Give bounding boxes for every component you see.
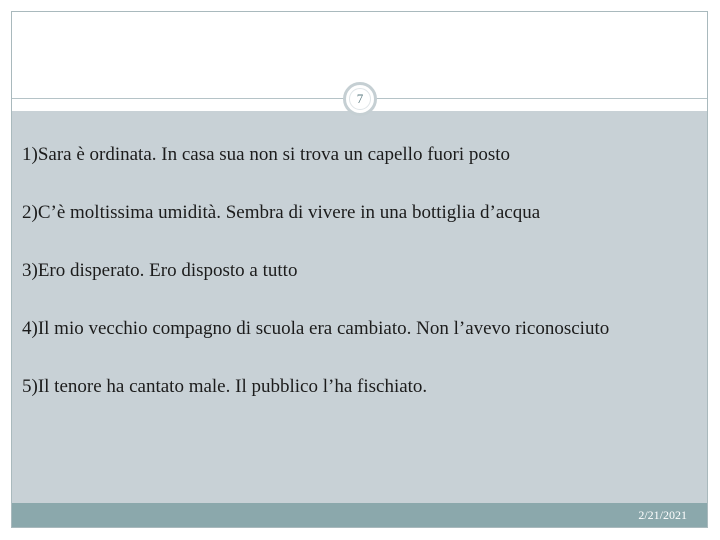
slide-number-badge (343, 82, 377, 116)
sentence-item-5: 5)Il tenore ha cantato male. Il pubblico l’ha fischiato. (22, 376, 428, 397)
sentence-item-3: 3)Ero disperato. Ero disposto a tutto (22, 260, 298, 281)
footer-date: 2/21/2021 (638, 508, 687, 522)
sentence-item-1: 1)Sara è ordinata. In casa sua non si trova un capello fuori posto (22, 144, 511, 165)
sentence-item-4: 4)Il mio vecchio compagno di scuola era cambiato. Non l’avevo riconosciuto (22, 318, 610, 339)
footer-bar (12, 503, 707, 527)
sentence-item-2: 2)C’è moltissima umidità. Sembra di vivere in una bottiglia d’acqua (22, 202, 541, 223)
sentence-list (22, 138, 609, 428)
slide-number: 7 (356, 91, 364, 106)
